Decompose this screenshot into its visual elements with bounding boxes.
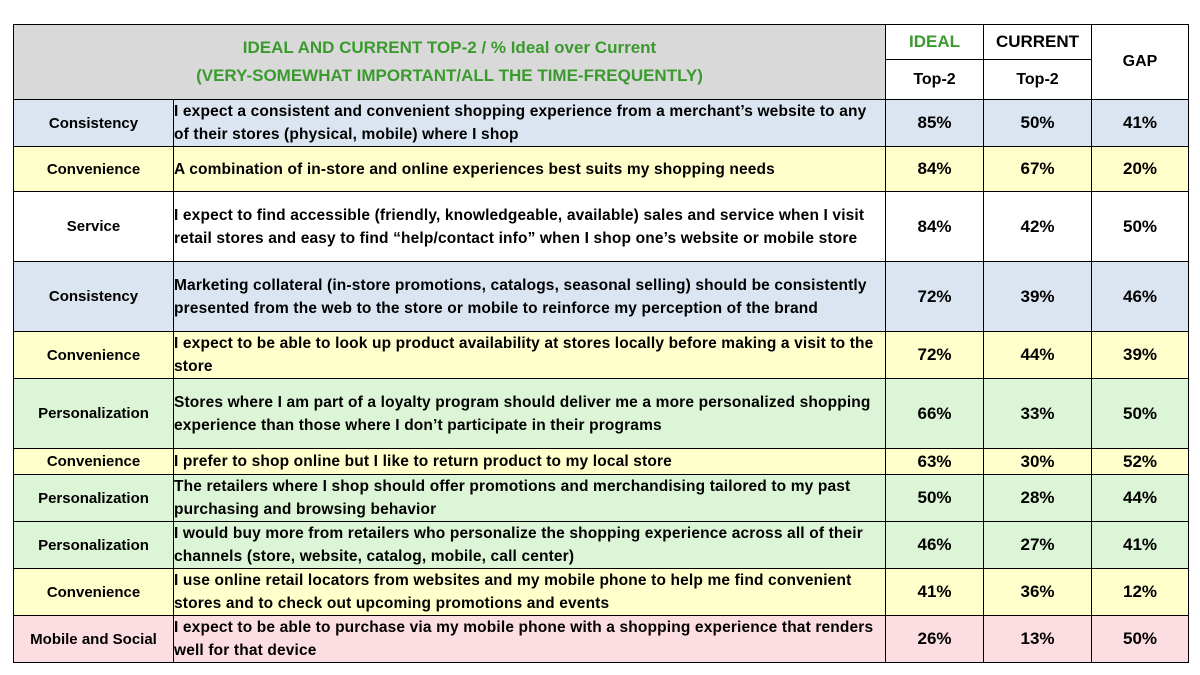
table-row <box>14 100 1189 147</box>
ideal-cell: 72% <box>886 332 984 379</box>
table-row <box>14 569 1189 616</box>
statement-cell: I prefer to shop online but I like to return product to my local store <box>174 449 886 475</box>
gap-cell: 41% <box>1092 522 1189 569</box>
table-header <box>14 25 1189 100</box>
category-cell: Personalization <box>14 522 174 569</box>
current-cell: 28% <box>984 475 1092 522</box>
statement-cell: I expect a consistent and convenient shopping experience from a merchant’s website to any of their stores (physical, mobile) where I shop <box>174 100 886 147</box>
ideal-cell: 50% <box>886 475 984 522</box>
gap-cell: 12% <box>1092 569 1189 616</box>
current-cell: 67% <box>984 147 1092 192</box>
category-cell: Service <box>14 192 174 262</box>
table-row <box>14 192 1189 262</box>
statement-cell: The retailers where I shop should offer promotions and merchandising tailored to my past purchasing and browsing behavior <box>174 475 886 522</box>
category-cell: Consistency <box>14 100 174 147</box>
current-cell: 27% <box>984 522 1092 569</box>
category-cell: Consistency <box>14 262 174 332</box>
current-cell: 36% <box>984 569 1092 616</box>
ideal-cell: 41% <box>886 569 984 616</box>
current-cell: 33% <box>984 379 1092 449</box>
statement-cell: I use online retail locators from websites and my mobile phone to help me find convenient stores and to check out upcoming promotions and events <box>174 569 886 616</box>
ideal-cell: 84% <box>886 192 984 262</box>
table-row <box>14 522 1189 569</box>
current-cell: 42% <box>984 192 1092 262</box>
ideal-cell: 46% <box>886 522 984 569</box>
gap-cell: 52% <box>1092 449 1189 475</box>
category-cell: Mobile and Social <box>14 616 174 663</box>
table-title-line1: IDEAL AND CURRENT TOP-2 / % Ideal over Current <box>242 38 657 57</box>
table-body <box>14 100 1189 663</box>
category-cell: Convenience <box>14 332 174 379</box>
gap-cell: 50% <box>1092 192 1189 262</box>
table-row <box>14 616 1189 663</box>
ideal-cell: 72% <box>886 262 984 332</box>
gap-cell: 41% <box>1092 100 1189 147</box>
current-cell: 50% <box>984 100 1092 147</box>
statement-cell: I expect to find accessible (friendly, knowledgeable, available) sales and service when I visit retail stores and easy to find “help/contact info” when I shop one’s website or mobile store <box>174 192 886 262</box>
category-cell: Convenience <box>14 147 174 192</box>
current-cell: 30% <box>984 449 1092 475</box>
gap-cell: 46% <box>1092 262 1189 332</box>
statement-cell: A combination of in-store and online experiences best suits my shopping needs <box>174 147 886 192</box>
table-title-line2: (VERY-SOMEWHAT IMPORTANT/ALL THE TIME-FREQUENTLY) <box>196 66 703 85</box>
table-row <box>14 147 1189 192</box>
survey-results-table <box>13 24 1189 663</box>
current-cell: 13% <box>984 616 1092 663</box>
gap-cell: 39% <box>1092 332 1189 379</box>
table-row <box>14 379 1189 449</box>
statement-cell: Marketing collateral (in-store promotions, catalogs, seasonal selling) should be consistently presented from the web to the store or mobile to reinforce my perception of the brand <box>174 262 886 332</box>
statement-cell: I expect to be able to purchase via my mobile phone with a shopping experience that renders well for that device <box>174 616 886 663</box>
statement-cell: I would buy more from retailers who personalize the shopping experience across all of their channels (store, website, catalog, mobile, call center) <box>174 522 886 569</box>
table-row <box>14 262 1189 332</box>
category-cell: Personalization <box>14 475 174 522</box>
category-cell: Personalization <box>14 379 174 449</box>
gap-column-header: GAP <box>1092 25 1189 100</box>
statement-cell: I expect to be able to look up product availability at stores locally before making a visit to the store <box>174 332 886 379</box>
ideal-cell: 63% <box>886 449 984 475</box>
table-title <box>14 25 886 100</box>
table-row <box>14 449 1189 475</box>
ideal-cell: 66% <box>886 379 984 449</box>
table-row <box>14 332 1189 379</box>
ideal-cell: 26% <box>886 616 984 663</box>
current-column-header: CURRENT <box>984 25 1092 60</box>
current-cell: 39% <box>984 262 1092 332</box>
category-cell: Convenience <box>14 569 174 616</box>
category-cell: Convenience <box>14 449 174 475</box>
gap-cell: 44% <box>1092 475 1189 522</box>
ideal-column-header: IDEAL <box>886 25 984 60</box>
current-subheader: Top-2 <box>984 60 1092 100</box>
gap-cell: 50% <box>1092 379 1189 449</box>
gap-cell: 50% <box>1092 616 1189 663</box>
current-cell: 44% <box>984 332 1092 379</box>
ideal-cell: 84% <box>886 147 984 192</box>
statement-cell: Stores where I am part of a loyalty program should deliver me a more personalized shopping experience than those where I don’t participate in their programs <box>174 379 886 449</box>
ideal-cell: 85% <box>886 100 984 147</box>
ideal-subheader: Top-2 <box>886 60 984 100</box>
table-row <box>14 475 1189 522</box>
gap-cell: 20% <box>1092 147 1189 192</box>
